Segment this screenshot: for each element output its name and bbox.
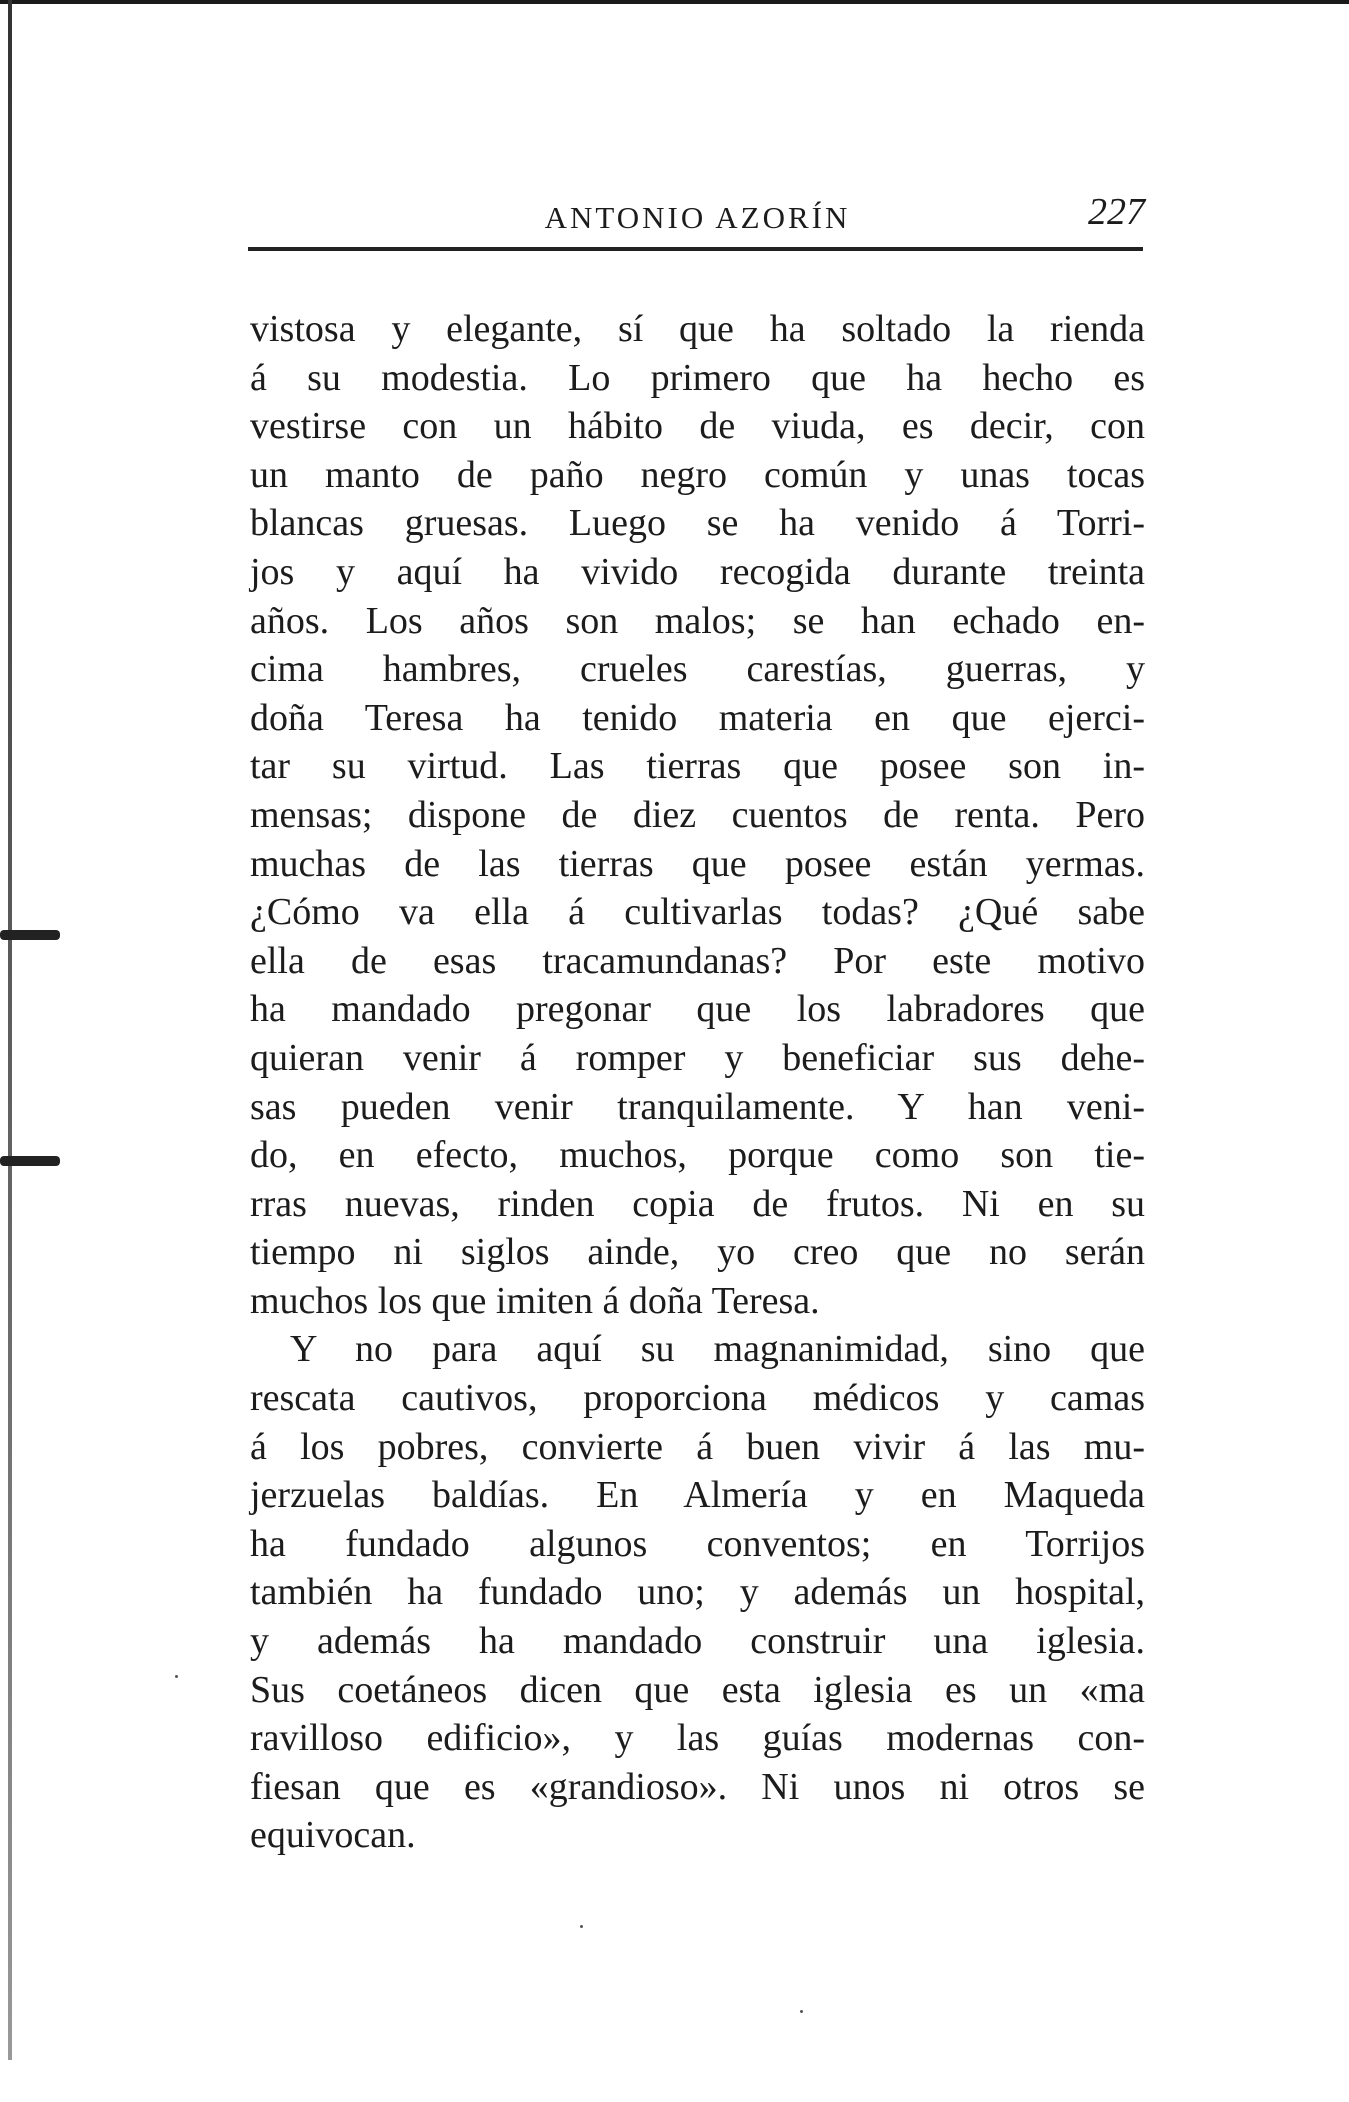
text-line: á su modestia. Lo primero que ha hecho es (250, 356, 1145, 399)
text-line: tar su virtud. Las tierras que posee son in- (250, 745, 1145, 788)
text-line: á los pobres, convierte á buen vivir á las mu- (250, 1425, 1145, 1468)
text-line: un manto de paño negro común y unas tocas (250, 453, 1145, 496)
text-line: cima hambres, crueles carestías, guerras, y (250, 648, 1145, 691)
text-line: fiesan que es «grandioso». Ni unos ni otros se (250, 1765, 1145, 1808)
paper-speck (175, 1675, 178, 1678)
text-line: doña Teresa ha tenido materia en que ejerci- (250, 696, 1145, 739)
text-line: también ha fundado uno; y además un hospital, (250, 1571, 1145, 1614)
text-line: ha mandado pregonar que los labradores que (250, 988, 1145, 1031)
text-line: sas pueden venir tranquilamente. Y han veni- (250, 1085, 1145, 1128)
page-edge-top (0, 0, 1349, 4)
text-line: años. Los años son malos; se han echado en- (250, 599, 1145, 642)
text-line: jerzuelas baldías. En Almería y en Maqueda (250, 1474, 1145, 1517)
paper-speck (580, 1925, 583, 1928)
text-line: do, en efecto, muchos, porque como son tie- (250, 1134, 1145, 1177)
running-head (250, 190, 1145, 240)
text-line: ha fundado algunos conventos; en Torrijos (250, 1522, 1145, 1565)
header-rule (248, 247, 1143, 251)
text-line: vestirse con un hábito de viuda, es decir, con (250, 405, 1145, 448)
text-line: ravilloso edificio», y las guías modernas con- (250, 1717, 1145, 1760)
text-line: blancas gruesas. Luego se ha venido á Torri- (250, 502, 1145, 545)
text-line: y además ha mandado construir una iglesia. (250, 1620, 1145, 1663)
text-line: jos y aquí ha vivido recogida durante treinta (250, 550, 1145, 593)
page-edge-left (8, 0, 12, 2060)
text-line: muchas de las tierras que posee están yermas. (250, 842, 1145, 885)
text-line: Sus coetáneos dicen que esta iglesia es un «ma (250, 1668, 1145, 1711)
text-line: rescata cautivos, proporciona médicos y camas (250, 1377, 1145, 1420)
text-line: tiempo ni siglos ainde, yo creo que no serán (250, 1231, 1145, 1274)
text-line: rras nuevas, rinden copia de frutos. Ni en su (250, 1182, 1145, 1225)
running-head-author: ANTONIO AZORÍN (544, 200, 851, 235)
text-line: muchos los que imiten á doña Teresa. (250, 1279, 820, 1322)
text-line: ¿Cómo va ella á cultivarlas todas? ¿Qué sabe (250, 891, 1145, 934)
binding-mark (0, 930, 60, 940)
paper-speck (800, 2010, 803, 2013)
binding-mark (0, 1156, 60, 1166)
paragraph-2 (250, 1325, 1145, 1860)
text-line: quieran venir á romper y beneficiar sus dehe- (250, 1036, 1145, 1079)
paragraph-1 (250, 305, 1145, 1325)
text-line: vistosa y elegante, sí que ha soltado la rienda (250, 308, 1145, 350)
body-text (250, 305, 1145, 1860)
text-line: ella de esas tracamundanas? Por este motivo (250, 939, 1145, 982)
text-line: mensas; dispone de diez cuentos de renta. Pero (250, 793, 1145, 836)
page-number: 227 (1088, 191, 1145, 233)
text-line: equivocan. (250, 1814, 416, 1857)
text-line: Y no para aquí su magnanimidad, sino que (290, 1328, 1145, 1371)
